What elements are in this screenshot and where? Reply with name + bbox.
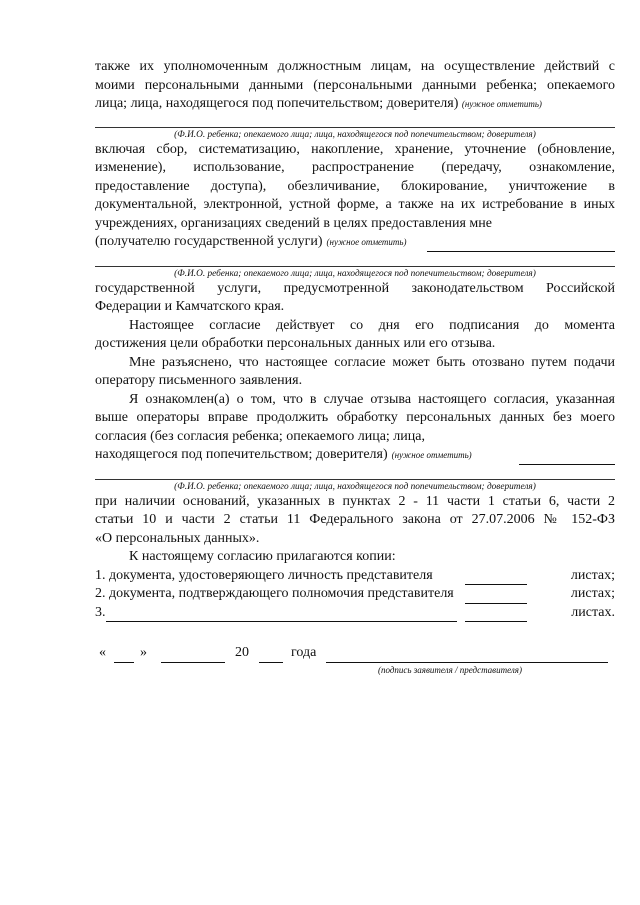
text-line: «О персональных данных». — [95, 530, 260, 546]
attachment-label: 2. документа, подтверждающего полномочия представителя — [95, 586, 454, 601]
text-line: моими персональными данными (персональными данными ребенка; опекаемого — [95, 77, 615, 93]
sheets-label: листах; — [570, 567, 615, 583]
text-line: при наличии оснований, указанных в пунктах 2 - 11 части 1 статьи 6, части 2 — [95, 493, 615, 509]
name-field-line[interactable] — [95, 266, 615, 267]
text-line: изменение), использование, распространение (передачу, ознакомление, — [95, 160, 615, 175]
attachment-item — [95, 567, 615, 586]
sheets-label: листах; — [570, 586, 615, 601]
quote-close: » — [140, 645, 147, 660]
text-line: выше операторы вправе продолжить обработку персональных данных без моего — [95, 410, 615, 425]
signature-date-row — [95, 644, 615, 663]
text-line: оператору письменного заявления. — [95, 373, 303, 388]
text-line: Федерации и Камчатского края. — [95, 299, 285, 314]
sheets-label: листах. — [571, 604, 615, 620]
field-caption: (Ф.И.О. ребенка; опекаемого лица; лица, находящегося под попечительством; доверителя) — [174, 268, 536, 279]
attachment-item — [95, 604, 615, 623]
text-line: Мне разъяснено, что настоящее согласие может быть отозвано путем подачи — [129, 354, 615, 370]
text-line: достижения цели обработки персональных данных или его отзыва. — [95, 336, 496, 351]
note-mark: (нужное отметить) — [391, 450, 472, 460]
text-line — [95, 233, 615, 252]
consent-form-page — [95, 58, 615, 676]
text-line — [95, 446, 615, 465]
blank-field[interactable] — [427, 236, 615, 252]
year-field[interactable] — [259, 647, 283, 663]
sheet-count-field[interactable] — [465, 606, 527, 622]
attachment-item — [95, 585, 615, 604]
attachment-name-field[interactable] — [106, 606, 458, 622]
name-field-line[interactable] — [95, 479, 615, 480]
month-field[interactable] — [161, 647, 225, 663]
text-fragment: находящегося под попечительством; доверителя) — [95, 447, 388, 462]
signature-field[interactable] — [326, 647, 608, 663]
sheet-count-field[interactable] — [465, 569, 527, 585]
note-mark: (нужное отметить) — [461, 99, 542, 109]
text-fragment: (получателю государственной услуги) — [95, 234, 323, 249]
text-line: учреждениях, организациях сведений в целях предоставления мне — [95, 215, 492, 231]
text-line: согласия (без согласия ребенка; опекаемого лица; лица, — [95, 428, 425, 444]
day-field[interactable] — [114, 647, 134, 663]
text-line: государственной услуги, предусмотренной законодательством Российской — [95, 280, 615, 296]
text-line: также их уполномоченным должностным лицам, на осуществление действий с — [95, 59, 615, 74]
text-line: предоставление доступа), обезличивание, блокирование, уничтожение в — [95, 178, 615, 194]
year-word: года — [291, 645, 317, 660]
text-line — [95, 95, 615, 114]
name-field-line[interactable] — [95, 127, 615, 128]
year-prefix: 20 — [235, 645, 249, 660]
attachment-label: 3. — [95, 604, 106, 620]
text-line: Я ознакомлен(а) о том, что в случае отзыва настоящего согласия, указанная — [129, 391, 615, 407]
text-line: Настоящее согласие действует со дня его подписания до момента — [129, 317, 615, 333]
attachment-label: 1. документа, удостоверяющего личность представителя — [95, 567, 433, 583]
field-caption: (Ф.И.О. ребенка; опекаемого лица; лица, находящегося под попечительством; доверителя) — [174, 481, 536, 492]
text-line: К настоящему согласию прилагаются копии: — [129, 549, 396, 564]
signature-caption: (подпись заявителя / представителя) — [378, 664, 522, 675]
text-line: документальной, электронной, устной форме, а также на их истребование в иных — [95, 197, 615, 212]
quote-open: « — [99, 645, 106, 660]
text-line: включая сбор, систематизацию, накопление, хранение, уточнение (обновление, — [95, 141, 615, 157]
field-caption: (Ф.И.О. ребенка; опекаемого лица; лица, находящегося под попечительством; доверителя) — [174, 129, 536, 140]
sheet-count-field[interactable] — [465, 588, 527, 604]
blank-field[interactable] — [519, 449, 615, 465]
note-mark: (нужное отметить) — [326, 237, 407, 247]
text-fragment: лица; лица, находящегося под попечительством; доверителя) — [95, 96, 459, 111]
text-line: статьи 10 и части 2 статьи 11 Федерального закона от 27.07.2006 № 152-ФЗ — [95, 512, 615, 527]
